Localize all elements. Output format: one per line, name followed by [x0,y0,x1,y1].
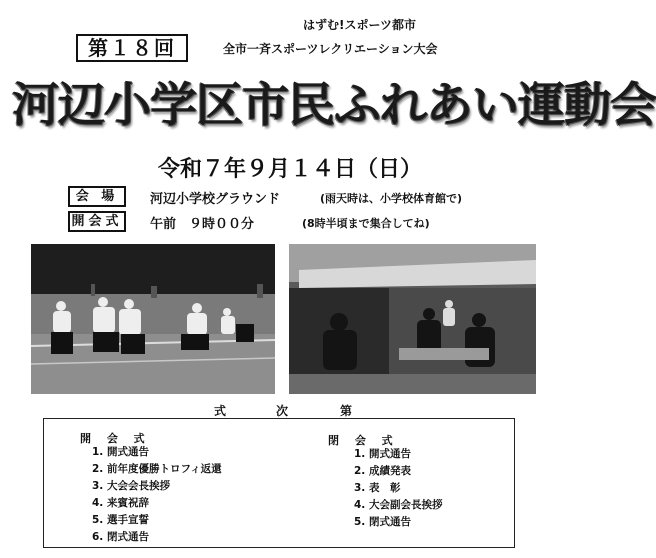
list-item: 1. 開式通告 [92,446,149,458]
list-item: 4. 大会副会長挨拶 [354,499,443,511]
closing-ceremony-list [354,446,442,531]
schedule-title-char-3: 第 [340,404,353,418]
list-item: 5. 閉式通告 [354,516,411,528]
venue-text: 河辺小学校グラウンド [150,192,281,207]
list-item: 2. 前年度優勝トロフィ返還 [92,463,222,475]
opening-ceremony-heading: 開 会 式 [80,432,151,445]
closing-ceremony-heading: 閉 会 式 [328,434,399,447]
list-item: 2. 成績発表 [354,465,411,477]
schedule-title-char-1: 式 [214,404,227,418]
list-item: 5. 選手宣誓 [92,514,149,526]
list-item: 1. 開式通告 [354,448,411,460]
tagline-sports-city: はずむ!スポーツ都市 [303,18,416,32]
opening-time-note: (8時半頃まで集合してね) [302,217,430,230]
tagline-event-name: 全市一斉スポーツレクリエーション大会 [223,42,438,56]
opening-label: 開会式 [68,211,126,232]
list-item: 3. 大会会長挨拶 [92,480,170,492]
list-item: 4. 来賓祝辞 [92,497,149,509]
event-photo-right [289,244,536,394]
venue-label: 会 場 [68,186,126,207]
list-item: 6. 閉式通告 [92,531,149,543]
opening-ceremony-list [92,444,222,546]
opening-time-text: 午前 ９時００分 [150,217,255,232]
list-item: 3. 表 彰 [354,482,401,494]
schedule-title-char-2: 次 [276,404,289,418]
page-title: 河辺小学区市民ふれあい運動会 [12,78,656,133]
edition-badge: 第１８回 [76,34,188,62]
event-date: 令和７年９月１４日（日） [157,157,422,182]
event-photo-left [31,244,275,394]
venue-note: (雨天時は、小学校体育館で) [320,192,463,205]
